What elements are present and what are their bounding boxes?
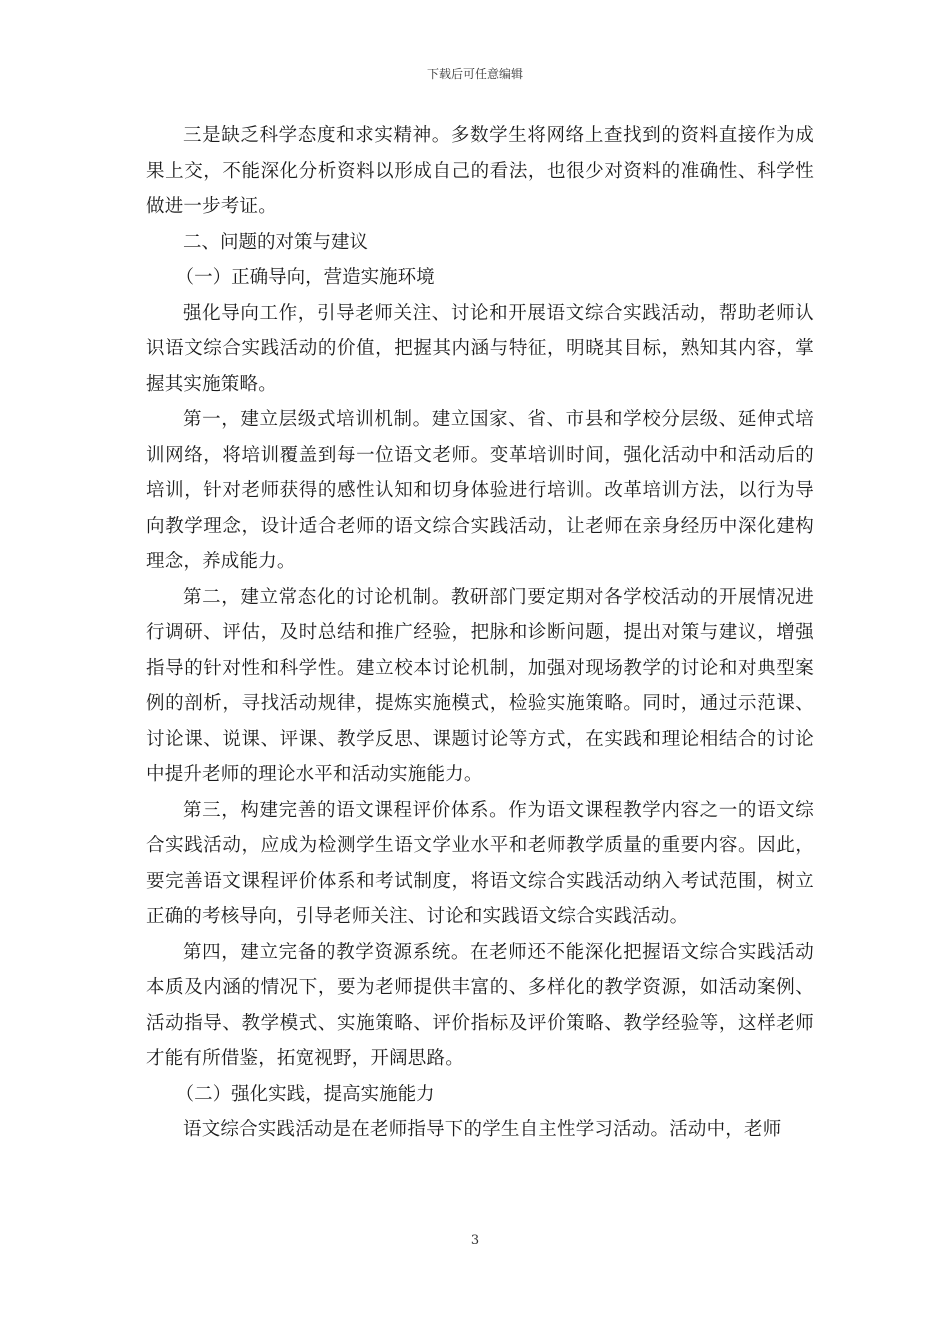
subsection-heading-guidance: （一）正确导向，营造实施环境 <box>175 267 435 288</box>
page-number: 3 <box>470 1233 480 1248</box>
paragraph-second-discussion: 第二，建立常态化的讨论机制。教研部门要定期对各学校活动的开展情况进行调研、评估，及时总结和推广经验，把脉和诊断问题，提出对策与建议，增强指导的针对性和科学性。建立校本讨论机制，加强对现场教学的讨论和对典型案例的剖析，寻找活动规律，提炼实施模式，检验实施策略。同时，通过示范课、讨论课、说课、评课、教学反思、课题讨论等方式，在实践和理论相结合的讨论中提升老师的理论水平和活动实施能力。 <box>146 586 814 785</box>
paragraph-practice-activity: 语文综合实践活动是在老师指导下的学生自主性学习活动。活动中，老师 <box>183 1119 782 1140</box>
paragraph-fourth-resources: 第四，建立完备的教学资源系统。在老师还不能深化把握语文综合实践活动本质及内涵的情况下，要为老师提供丰富的、多样化的教学资源，如活动案例、活动指导、教学模式、实施策略、评价指标及评价策略、教学经验等，这样老师才能有所借鉴，拓宽视野，开阔思路。 <box>146 941 814 1069</box>
paragraph-guidance-work: 强化导向工作，引导老师关注、讨论和开展语文综合实践活动，帮助老师认识语文综合实践活动的价值，把握其内涵与特征，明晓其目标，熟知其内容，掌握其实施策略。 <box>146 302 814 395</box>
paragraph-scientific-attitude: 三是缺乏科学态度和求实精神。多数学生将网络上查找到的资料直接作为成果上交，不能深化分析资料以形成自己的看法，也很少对资料的准确性、科学性做进一步考证。 <box>146 125 814 217</box>
section-heading-countermeasures: 二、问题的对策与建议 <box>183 231 369 253</box>
document-body <box>146 118 814 1148</box>
subsection-heading-practice: （二）强化实践，提高实施能力 <box>175 1083 435 1105</box>
paragraph-third-evaluation: 第三，构建完善的语文课程评价体系。作为语文课程教学内容之一的语文综合实践活动，应成为检测学生语文学业水平和老师教学质量的重要内容。因此，要完善语文课程评价体系和考试制度，将语文综合实践活动纳入考试范围，树立正确的考核导向，引导老师关注、讨论和实践语文综合实践活动。 <box>146 799 814 927</box>
paragraph-first-training: 第一，建立层级式培训机制。建立国家、省、市县和学校分层级、延伸式培训网络，将培训覆盖到每一位语文老师。变革培训时间，强化活动中和活动后的培训，针对老师获得的感性认知和切身体验进行培训。改革培训方法，以行为导向教学理念，设计适合老师的语文综合实践活动，让老师在亲身经历中深化建构理念，养成能力。 <box>146 409 814 572</box>
page-header: 下载后可任意编辑 <box>426 67 523 81</box>
